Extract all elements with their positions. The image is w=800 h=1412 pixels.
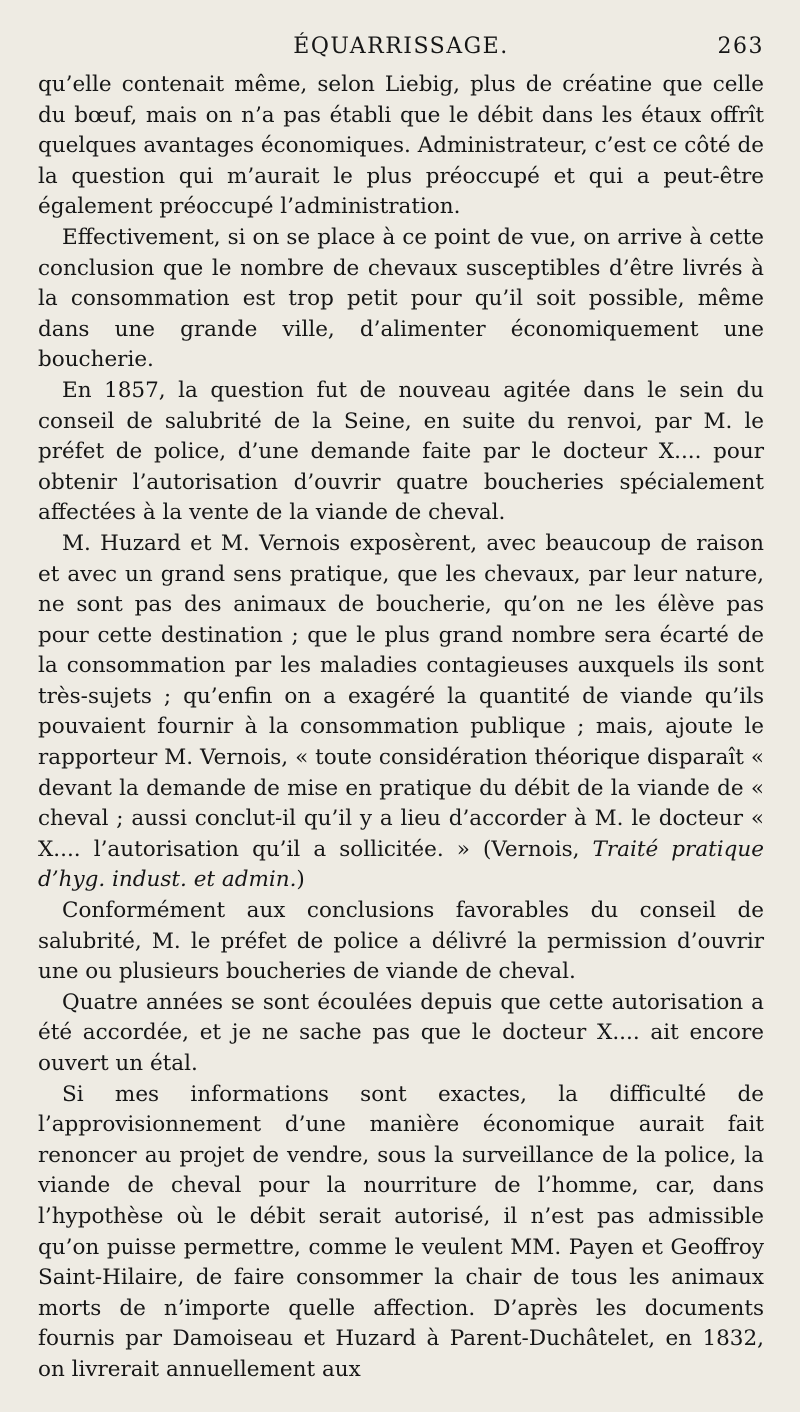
paragraph-1: qu’elle contenait même, selon Liebig, plus de créatine que celle du bœuf, mais on n’a pas établi que le débit dans les étaux offrît quelques avantages économiques. Administrateur, c’est ce côté de la question qui m’aurait le plus préoccupé et qui a peut-être également préoccupé l’administration. xyxy=(38,72,764,220)
page-number: 263 xyxy=(717,34,764,59)
paragraph-6: Quatre années se sont écoulées depuis que cette autorisation a été accordée, et je ne sache pas que le docteur X.... ait encore ouvert un étal. xyxy=(38,989,764,1076)
paragraph-4-tail: ) xyxy=(296,867,305,893)
paragraph-7: Si mes informations sont exactes, la difficulté de l’approvisionnement d’une manière économique aurait fait renoncer au projet de vendre, sous la surveillance de la police, la viande de cheval pour la nourriture de l’homme, car, dans l’hypothèse où le débit serait autorisé, il n’est pas admissible qu’on puisse permettre, comme le veulent MM. Payen et Geoffroy Saint-Hilaire, de faire consommer la chair de tous les animaux morts de n’importe quelle affection. D’après les documents fournis par Damoiseau et Huzard à Parent-Duchâtelet, en 1832, on livrerait annuellement aux xyxy=(38,1081,764,1382)
running-head xyxy=(38,30,764,70)
citation-title: Traité pratique d’hyg. indust. et admin. xyxy=(38,836,764,893)
paragraph-5: Conformément aux conclusions favorables du conseil de salubrité, M. le préfet de police a délivré la permission d’ouvrir une ou plusieurs boucheries de viande de cheval. xyxy=(38,898,764,985)
running-title: ÉQUARRISSAGE. xyxy=(293,34,509,59)
body-text xyxy=(38,70,764,1386)
paragraph-4 xyxy=(38,529,764,896)
paragraph-2: Effectivement, si on se place à ce point de vue, on arrive à cette conclusion que le nombre de chevaux susceptibles d’être livrés à la consommation est trop petit pour qu’il soit possible, même dans une grande ville, d’alimenter économiquement une boucherie. xyxy=(38,224,764,373)
paragraph-3: En 1857, la question fut de nouveau agitée dans le sein du conseil de salubrité de la Seine, en suite du renvoi, par M. le préfet de police, d’une demande faite par le docteur X.... pour obtenir l’autorisation d’ouvrir quatre boucheries spécialement affectées à la vente de la viande de cheval. xyxy=(38,377,764,526)
paragraph-4-text: M. Huzard et M. Vernois exposèrent, avec beaucoup de raison et avec un grand sens pratique, que les chevaux, par leur nature, ne sont pas des animaux de boucherie, qu’on ne les élève pas pour cette destination ; que le plus grand nombre sera écarté de la consommation par les maladies contagieuses auxquels ils sont très-sujets ; qu’enfin on a exagéré la quantité de viande qu’ils pouvaient fournir à la consommation publique ; mais, ajoute le rapporteur M. Vernois, « toute considération théorique disparaît « devant la demande de mise en pratique du débit de la viande de « cheval ; aussi conclut-il qu’il y a lieu d’accorder à M. le docteur « X.... l’autorisation qu’il a sollicitée. » (Vernois, xyxy=(38,530,764,862)
